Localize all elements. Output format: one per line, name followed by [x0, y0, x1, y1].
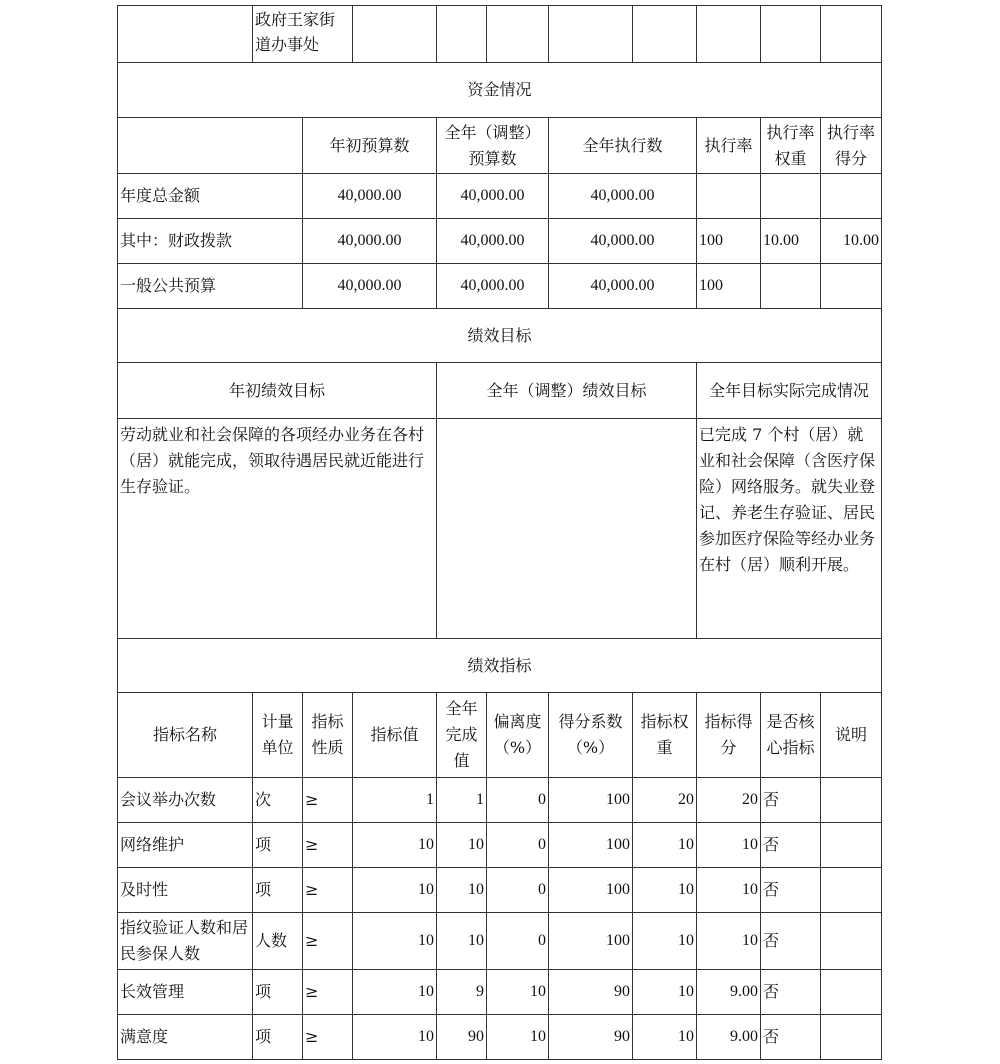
funds-row-adjusted: 40,000.00: [437, 174, 549, 219]
goals-section-row: [118, 309, 882, 363]
funds-row-rate: 100: [697, 219, 761, 264]
ind-header-core: 是否核心指标: [761, 693, 821, 778]
ind-header-unit: 计量单位: [253, 693, 303, 778]
funds-row-label: 一般公共预算: [118, 264, 303, 309]
funds-header-row: [118, 118, 882, 174]
ind-coef: 90: [549, 1015, 633, 1060]
funds-row-score: [821, 264, 882, 309]
goals-initial-text: 劳动就业和社会保障的各项经办业务在各村（居）就能完成，领取待遇居民就近能进行生存验证。: [118, 419, 437, 639]
ind-target: 1: [353, 778, 437, 823]
ind-score: 20: [697, 778, 761, 823]
indicator-row: [118, 868, 882, 913]
ind-nature: ≥: [303, 778, 353, 823]
funds-row-label: 年度总金额: [118, 174, 303, 219]
ind-header-weight: 指标权重: [633, 693, 697, 778]
ind-coef: 100: [549, 868, 633, 913]
ind-score: 9.00: [697, 1015, 761, 1060]
goals-header-initial: 年初绩效目标: [118, 363, 437, 419]
ind-nature: ≥: [303, 823, 353, 868]
ind-core: 否: [761, 823, 821, 868]
ind-score: 9.00: [697, 970, 761, 1015]
org-cell: [353, 6, 437, 63]
ind-target: 10: [353, 868, 437, 913]
ind-target: 10: [353, 970, 437, 1015]
ind-score: 10: [697, 868, 761, 913]
funds-row-executed: 40,000.00: [549, 174, 697, 219]
ind-unit: 人数: [253, 913, 303, 970]
indicators-section-row: [118, 639, 882, 693]
ind-header-note: 说明: [821, 693, 882, 778]
ind-nature: ≥: [303, 1015, 353, 1060]
ind-nature: ≥: [303, 970, 353, 1015]
ind-core: 否: [761, 970, 821, 1015]
performance-report-page: [117, 5, 881, 1060]
ind-actual: 9: [437, 970, 487, 1015]
ind-coef: 100: [549, 778, 633, 823]
org-name: 政府王家街道办事处: [253, 6, 353, 63]
ind-target: 10: [353, 913, 437, 970]
indicator-row: [118, 970, 882, 1015]
funds-row-rate: 100: [697, 264, 761, 309]
ind-weight: 10: [633, 868, 697, 913]
ind-weight: 10: [633, 823, 697, 868]
ind-header-deviation: 偏离度（%）: [487, 693, 549, 778]
funds-header-rate: 执行率: [697, 118, 761, 174]
ind-unit: 项: [253, 970, 303, 1015]
funds-row-executed: 40,000.00: [549, 264, 697, 309]
indicator-row: [118, 913, 882, 970]
ind-unit: 项: [253, 868, 303, 913]
ind-deviation: 0: [487, 823, 549, 868]
funds-row-initial: 40,000.00: [303, 174, 437, 219]
funds-row-adjusted: 40,000.00: [437, 264, 549, 309]
ind-score: 10: [697, 913, 761, 970]
ind-note: [821, 913, 882, 970]
ind-note: [821, 1015, 882, 1060]
org-cell: [437, 6, 487, 63]
ind-name: 会议举办次数: [118, 778, 253, 823]
ind-coef: 100: [549, 913, 633, 970]
ind-note: [821, 868, 882, 913]
funds-row-weight: [761, 264, 821, 309]
ind-name: 及时性: [118, 868, 253, 913]
funds-section-row: [118, 63, 882, 118]
ind-target: 10: [353, 1015, 437, 1060]
ind-actual: 10: [437, 913, 487, 970]
funds-row-score: [821, 174, 882, 219]
ind-actual: 90: [437, 1015, 487, 1060]
funds-row: [118, 264, 882, 309]
ind-name: 指纹验证人数和居民参保人数: [118, 913, 253, 970]
ind-deviation: 0: [487, 778, 549, 823]
goals-header-actual: 全年目标实际完成情况: [697, 363, 882, 419]
ind-core: 否: [761, 778, 821, 823]
funds-section-title: 资金情况: [118, 63, 882, 118]
ind-core: 否: [761, 868, 821, 913]
org-cell: [697, 6, 761, 63]
ind-coef: 90: [549, 970, 633, 1015]
funds-header-initial: 年初预算数: [303, 118, 437, 174]
ind-header-coef: 得分系数（%）: [549, 693, 633, 778]
funds-row-label: 其中：财政拨款: [118, 219, 303, 264]
funds-row-initial: 40,000.00: [303, 219, 437, 264]
goals-adjusted-text: [437, 419, 697, 639]
funds-row: [118, 174, 882, 219]
ind-nature: ≥: [303, 868, 353, 913]
funds-row-adjusted: 40,000.00: [437, 219, 549, 264]
ind-weight: 10: [633, 1015, 697, 1060]
funds-row-score: 10.00: [821, 219, 882, 264]
funds-row: [118, 219, 882, 264]
indicator-row: [118, 778, 882, 823]
goals-header-adjusted: 全年（调整）绩效目标: [437, 363, 697, 419]
funds-header-weight: 执行率权重: [761, 118, 821, 174]
ind-core: 否: [761, 1015, 821, 1060]
ind-note: [821, 778, 882, 823]
ind-header-target: 指标值: [353, 693, 437, 778]
org-row: [118, 6, 882, 63]
ind-unit: 项: [253, 823, 303, 868]
funds-header-blank: [118, 118, 303, 174]
ind-header-name: 指标名称: [118, 693, 253, 778]
org-cell: [633, 6, 697, 63]
ind-coef: 100: [549, 823, 633, 868]
ind-nature: ≥: [303, 913, 353, 970]
ind-score: 10: [697, 823, 761, 868]
ind-target: 10: [353, 823, 437, 868]
funds-row-rate: [697, 174, 761, 219]
ind-weight: 10: [633, 913, 697, 970]
ind-header-actual: 全年完成值: [437, 693, 487, 778]
ind-header-nature: 指标性质: [303, 693, 353, 778]
ind-name: 长效管理: [118, 970, 253, 1015]
funds-header-adjusted: 全年（调整）预算数: [437, 118, 549, 174]
ind-core: 否: [761, 913, 821, 970]
ind-deviation: 0: [487, 868, 549, 913]
ind-actual: 10: [437, 823, 487, 868]
org-cell: [761, 6, 821, 63]
funds-row-weight: 10.00: [761, 219, 821, 264]
ind-actual: 10: [437, 868, 487, 913]
ind-weight: 10: [633, 970, 697, 1015]
org-cell: [821, 6, 882, 63]
ind-header-score: 指标得分: [697, 693, 761, 778]
ind-note: [821, 970, 882, 1015]
funds-header-executed: 全年执行数: [549, 118, 697, 174]
indicators-section-title: 绩效指标: [118, 639, 882, 693]
ind-actual: 1: [437, 778, 487, 823]
ind-name: 满意度: [118, 1015, 253, 1060]
ind-deviation: 10: [487, 970, 549, 1015]
ind-unit: 次: [253, 778, 303, 823]
org-cell: [487, 6, 549, 63]
goals-content-row: [118, 419, 882, 639]
ind-weight: 20: [633, 778, 697, 823]
indicator-row: [118, 1015, 882, 1060]
funds-header-score: 执行率得分: [821, 118, 882, 174]
goals-section-title: 绩效目标: [118, 309, 882, 363]
ind-unit: 项: [253, 1015, 303, 1060]
funds-row-initial: 40,000.00: [303, 264, 437, 309]
indicator-row: [118, 823, 882, 868]
funds-row-weight: [761, 174, 821, 219]
org-cell: [549, 6, 633, 63]
ind-name: 网络维护: [118, 823, 253, 868]
report-table: [117, 5, 882, 1060]
ind-deviation: 0: [487, 913, 549, 970]
goals-actual-text: 已完成 7 个村（居）就业和社会保障（含医疗保险）网络服务。就失业登记、养老生存验证、居民参加医疗保险等经办业务在村（居）顺利开展。: [697, 419, 882, 639]
ind-note: [821, 823, 882, 868]
funds-row-executed: 40,000.00: [549, 219, 697, 264]
org-label-cell: [118, 6, 253, 63]
indicators-header-row: [118, 693, 882, 778]
ind-deviation: 10: [487, 1015, 549, 1060]
goals-header-row: [118, 363, 882, 419]
